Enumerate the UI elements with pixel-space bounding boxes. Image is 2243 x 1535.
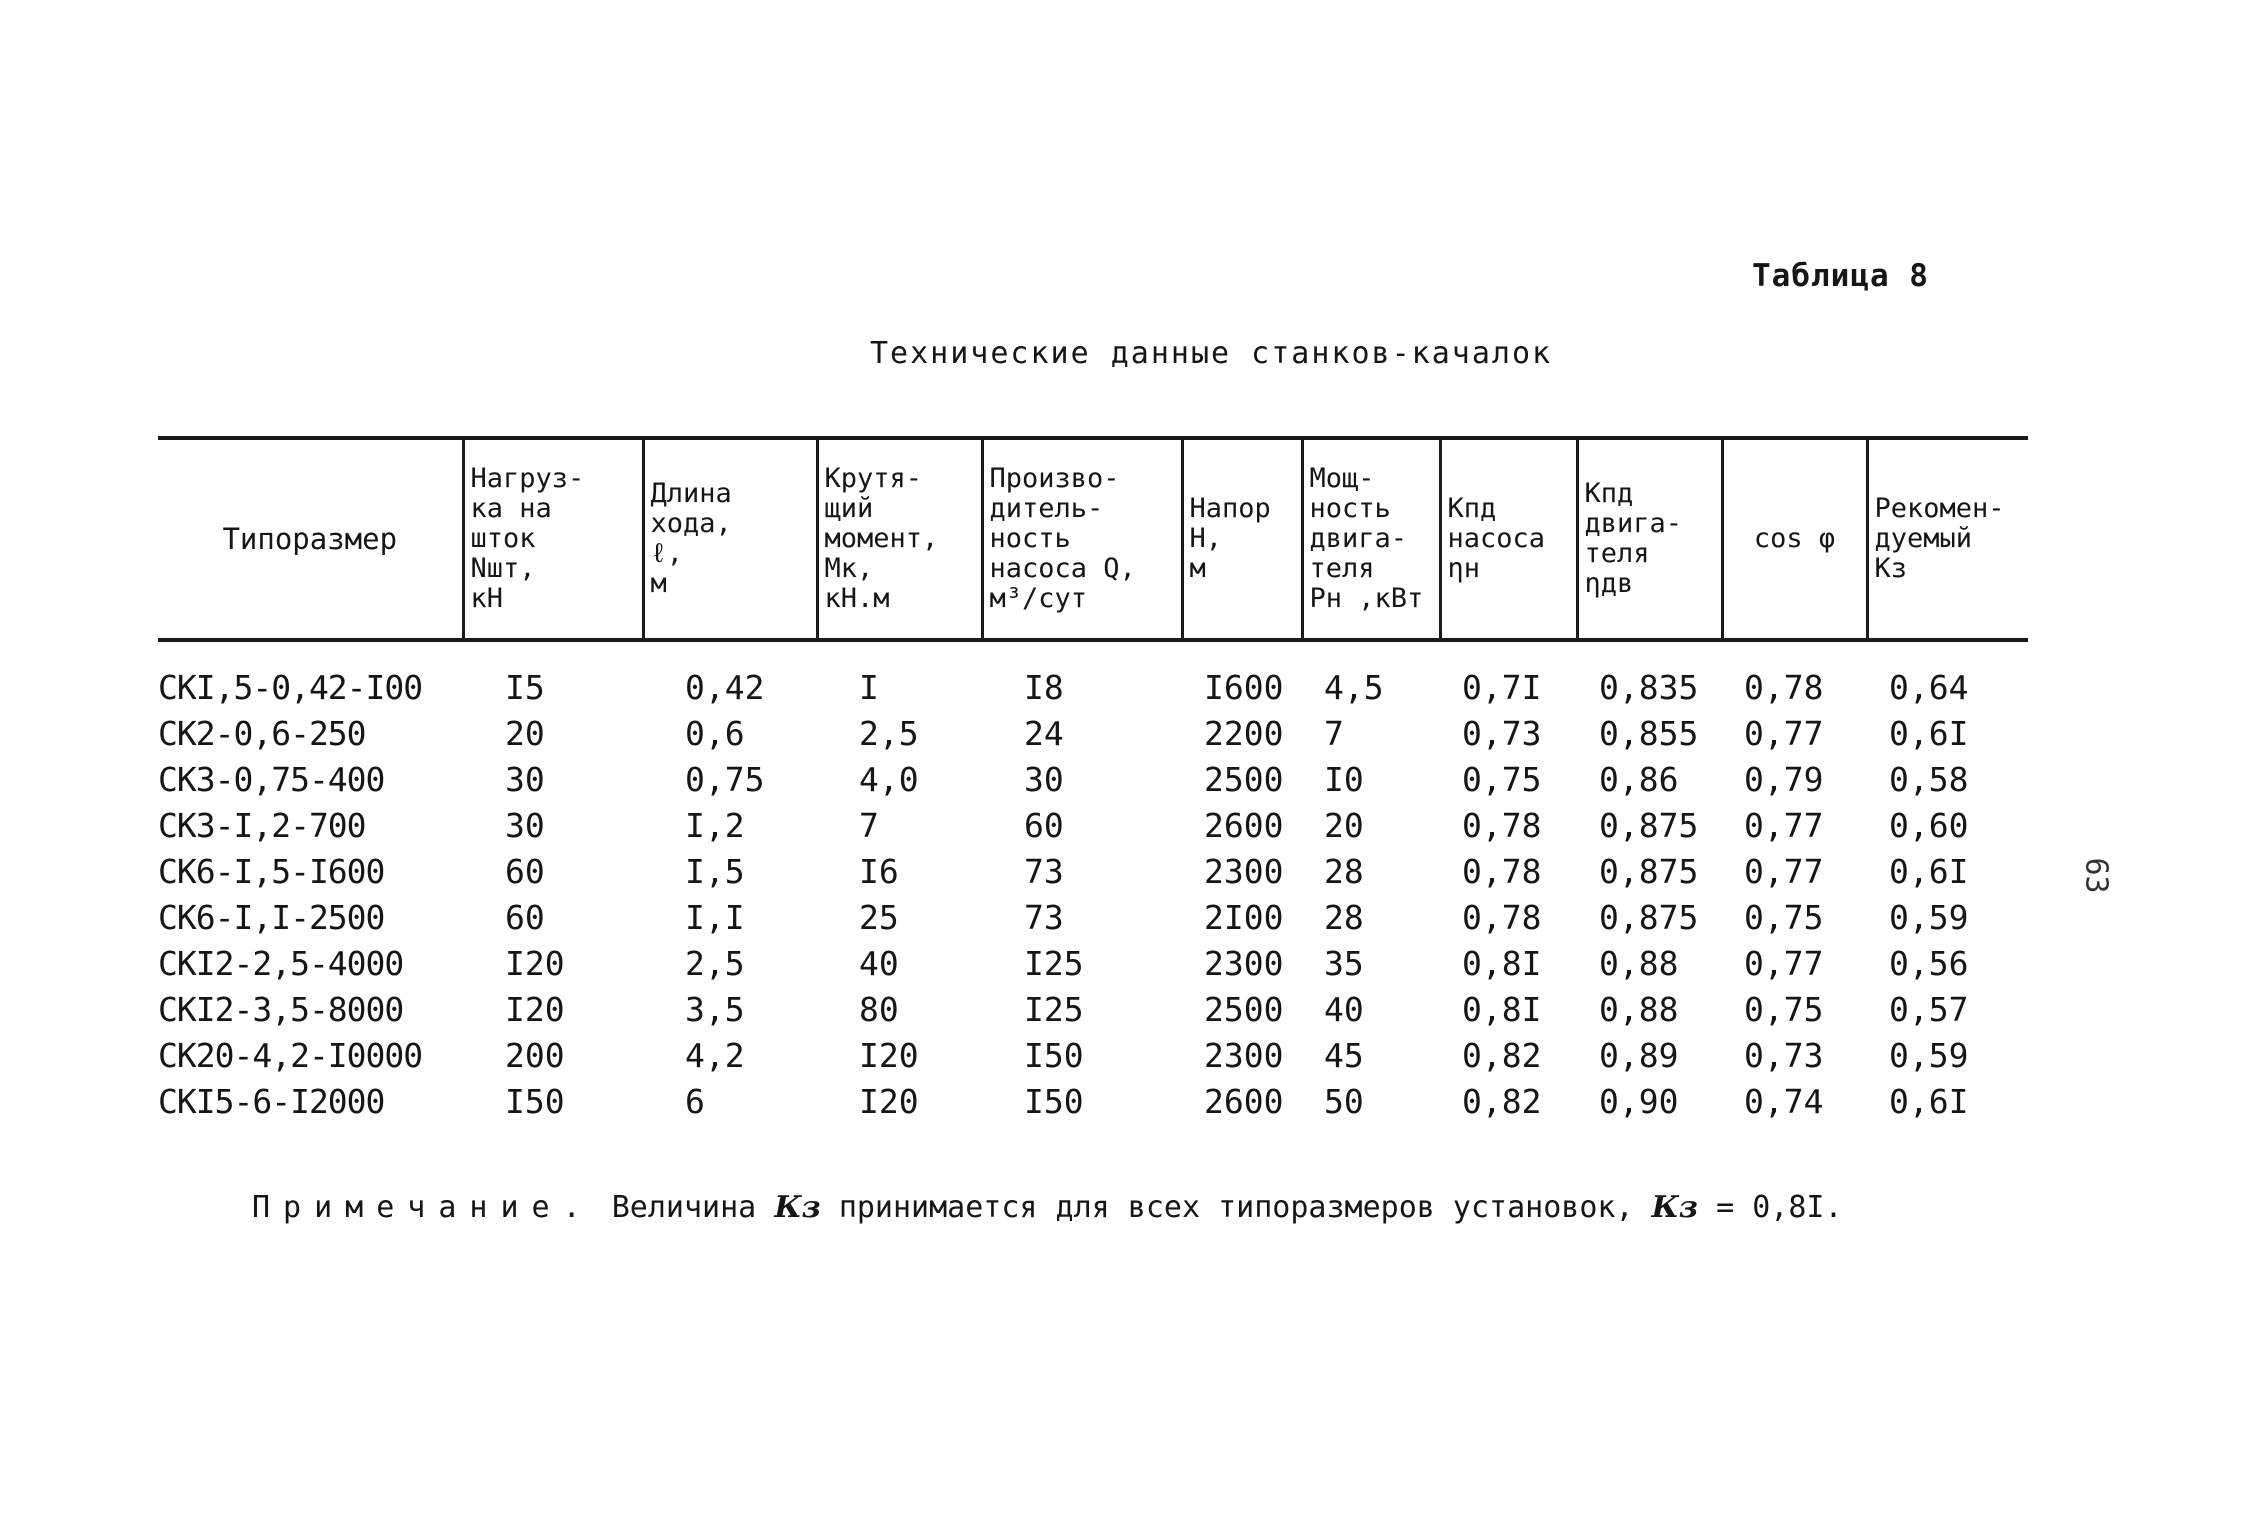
table-cell: 0,6I <box>1889 851 1969 891</box>
table-cell: 0,8I <box>1462 943 1542 983</box>
page-number: 63 <box>2078 857 2114 894</box>
cell-size-type: СК20-4,2-I0000 <box>158 1035 423 1075</box>
table-cell: 0,77 <box>1744 713 1824 753</box>
table-cell: I,5 <box>685 851 745 891</box>
table-cell: 50 <box>1324 1081 1364 1121</box>
table-row <box>158 940 2028 986</box>
table-cell: 60 <box>1024 805 1064 845</box>
table-cell: I600 <box>1204 667 1284 707</box>
note-value: = 0,8I. <box>1716 1190 1843 1225</box>
table-cell: 60 <box>505 897 545 937</box>
table-cell: 2600 <box>1204 805 1284 845</box>
cell-size-type: СК2-0,6-250 <box>158 713 366 753</box>
cell-size-type: СК6-I,I-2500 <box>158 897 385 937</box>
table-cell: 7 <box>1324 713 1344 753</box>
header-cos-phi: cos φ <box>1722 438 1867 640</box>
table-cell: 0,59 <box>1889 1035 1969 1075</box>
cell-size-type: СКI5-6-I2000 <box>158 1081 385 1121</box>
header-torque: Крутя- щий момент, Mк, кН.м <box>817 438 982 640</box>
table-cell: 3,5 <box>685 989 745 1029</box>
table-cell: 0,64 <box>1889 667 1969 707</box>
table-cell: 4,5 <box>1324 667 1384 707</box>
table-cell: 30 <box>1024 759 1064 799</box>
table-cell: 0,42 <box>685 667 765 707</box>
table-cell: 20 <box>1324 805 1364 845</box>
table-cell: 0,78 <box>1462 805 1542 845</box>
table-row <box>158 1032 2028 1078</box>
header-motor-power: Мощ- ность двига- теля Pн ,кВт <box>1302 438 1440 640</box>
table-cell: 60 <box>505 851 545 891</box>
table-row <box>158 848 2028 894</box>
table-cell: 0,90 <box>1599 1081 1679 1121</box>
table-row <box>158 986 2028 1032</box>
table-cell: 0,59 <box>1889 897 1969 937</box>
table-cell: 0,86 <box>1599 759 1679 799</box>
table-row <box>158 710 2028 756</box>
header-pump-capacity: Произво- дитель- ность насоса Q, м³/сут <box>982 438 1182 640</box>
table-cell: 2300 <box>1204 943 1284 983</box>
table-cell: I,I <box>685 897 745 937</box>
table-cell: I25 <box>1024 943 1084 983</box>
table-cell: 28 <box>1324 897 1364 937</box>
table-cell: 4,0 <box>859 759 919 799</box>
table-label: Таблица 8 <box>1752 258 1929 294</box>
table-row <box>158 894 2028 940</box>
table-cell: 6 <box>685 1081 705 1121</box>
cell-size-type: СКI,5-0,42-I00 <box>158 667 423 707</box>
table-cell: I25 <box>1024 989 1084 1029</box>
cell-size-type: СК3-I,2-700 <box>158 805 366 845</box>
table-cell: 0,60 <box>1889 805 1969 845</box>
table-cell: 0,77 <box>1744 943 1824 983</box>
table-cell: 0,6I <box>1889 1081 1969 1121</box>
table-cell: 0,88 <box>1599 943 1679 983</box>
table-cell: 2600 <box>1204 1081 1284 1121</box>
table-cell: 0,875 <box>1599 851 1699 891</box>
header-size-type: Типоразмер <box>158 438 463 640</box>
table-cell: 0,74 <box>1744 1081 1824 1121</box>
note-symbol: Кз <box>774 1190 821 1225</box>
table-row <box>158 640 2028 710</box>
table-cell: I20 <box>505 943 565 983</box>
table-cell: 2300 <box>1204 851 1284 891</box>
table-cell: 0,75 <box>685 759 765 799</box>
table-cell: 0,835 <box>1599 667 1699 707</box>
table-cell: 0,57 <box>1889 989 1969 1029</box>
table-cell: 0,77 <box>1744 851 1824 891</box>
table-cell: 0,875 <box>1599 805 1699 845</box>
header-head: Напор Н, м <box>1182 438 1302 640</box>
table-cell: I6 <box>859 851 899 891</box>
table-cell: 0,8I <box>1462 989 1542 1029</box>
table-cell: 0,77 <box>1744 805 1824 845</box>
table-cell: 0,73 <box>1462 713 1542 753</box>
table-cell: I20 <box>859 1035 919 1075</box>
header-stroke-length: Длина хода, ℓ, м <box>643 438 817 640</box>
table-cell: 0,6I <box>1889 713 1969 753</box>
table-cell: I5 <box>505 667 545 707</box>
table-cell: I20 <box>505 989 565 1029</box>
table-cell: 35 <box>1324 943 1364 983</box>
header-recommended-kz: Рекомен- дуемый Кз <box>1867 438 2028 640</box>
note-text-before: Величина <box>611 1190 757 1225</box>
table-cell: I20 <box>859 1081 919 1121</box>
table-cell: I,2 <box>685 805 745 845</box>
table-cell: 40 <box>1324 989 1364 1029</box>
table-cell: 0,82 <box>1462 1035 1542 1075</box>
specs-table <box>158 436 2028 1124</box>
table-header-row <box>158 438 2028 640</box>
table-cell: 0,78 <box>1462 851 1542 891</box>
table-cell: I50 <box>1024 1081 1084 1121</box>
table-body <box>158 640 2028 1124</box>
table-title: Технические данные станков-качалок <box>870 336 1553 371</box>
header-pump-efficiency: Кпд насоса ηн <box>1440 438 1577 640</box>
table-cell: 0,88 <box>1599 989 1679 1029</box>
table-cell: 0,56 <box>1889 943 1969 983</box>
table-cell: I50 <box>505 1081 565 1121</box>
table-cell: 80 <box>859 989 899 1029</box>
table-row <box>158 802 2028 848</box>
table-cell: 0,78 <box>1462 897 1542 937</box>
table-cell: 73 <box>1024 897 1064 937</box>
table-cell: I8 <box>1024 667 1064 707</box>
table-cell: 0,75 <box>1744 989 1824 1029</box>
table-cell: 30 <box>505 805 545 845</box>
note-symbol-2: Кз <box>1651 1190 1699 1225</box>
table-row <box>158 1078 2028 1124</box>
table-cell: 0,78 <box>1744 667 1824 707</box>
table-cell: 2300 <box>1204 1035 1284 1075</box>
table-cell: 0,75 <box>1462 759 1542 799</box>
table-cell: 0,82 <box>1462 1081 1542 1121</box>
table-cell: 200 <box>505 1035 565 1075</box>
table-cell: 0,73 <box>1744 1035 1824 1075</box>
table-cell: 0,855 <box>1599 713 1699 753</box>
header-rod-load: Нагруз- ка на шток Nшт, кН <box>463 438 643 640</box>
table-cell: 73 <box>1024 851 1064 891</box>
table-cell: 2500 <box>1204 989 1284 1029</box>
table-cell: 2200 <box>1204 713 1284 753</box>
table-cell: 28 <box>1324 851 1364 891</box>
cell-size-type: СКI2-3,5-8000 <box>158 989 404 1029</box>
table-cell: 25 <box>859 897 899 937</box>
table-cell: 40 <box>859 943 899 983</box>
table-cell: 2500 <box>1204 759 1284 799</box>
table-cell: 20 <box>505 713 545 753</box>
table-cell: 0,875 <box>1599 897 1699 937</box>
table-cell: 0,89 <box>1599 1035 1679 1075</box>
table-cell: 30 <box>505 759 545 799</box>
note <box>252 1190 1843 1225</box>
table-cell: 2I00 <box>1204 897 1284 937</box>
table-cell: 0,79 <box>1744 759 1824 799</box>
table-cell: 0,75 <box>1744 897 1824 937</box>
table-cell: 24 <box>1024 713 1064 753</box>
table-cell: 0,7I <box>1462 667 1542 707</box>
table-cell: 7 <box>859 805 879 845</box>
note-label: Примечание. <box>252 1190 594 1225</box>
table-cell: 45 <box>1324 1035 1364 1075</box>
table-cell: 2,5 <box>859 713 919 753</box>
table-cell: 2,5 <box>685 943 745 983</box>
cell-size-type: СК3-0,75-400 <box>158 759 385 799</box>
cell-size-type: СК6-I,5-I600 <box>158 851 385 891</box>
note-text-after: принимается для всех типоразмеров установок, <box>838 1190 1634 1225</box>
header-motor-efficiency: Кпд двига- теля ηдв <box>1577 438 1722 640</box>
table-cell: 4,2 <box>685 1035 745 1075</box>
table-cell: I50 <box>1024 1035 1084 1075</box>
table-cell: I <box>859 667 879 707</box>
cell-size-type: СКI2-2,5-4000 <box>158 943 404 983</box>
table-cell: I0 <box>1324 759 1364 799</box>
table-cell: 0,58 <box>1889 759 1969 799</box>
table-row <box>158 756 2028 802</box>
table-cell: 0,6 <box>685 713 745 753</box>
